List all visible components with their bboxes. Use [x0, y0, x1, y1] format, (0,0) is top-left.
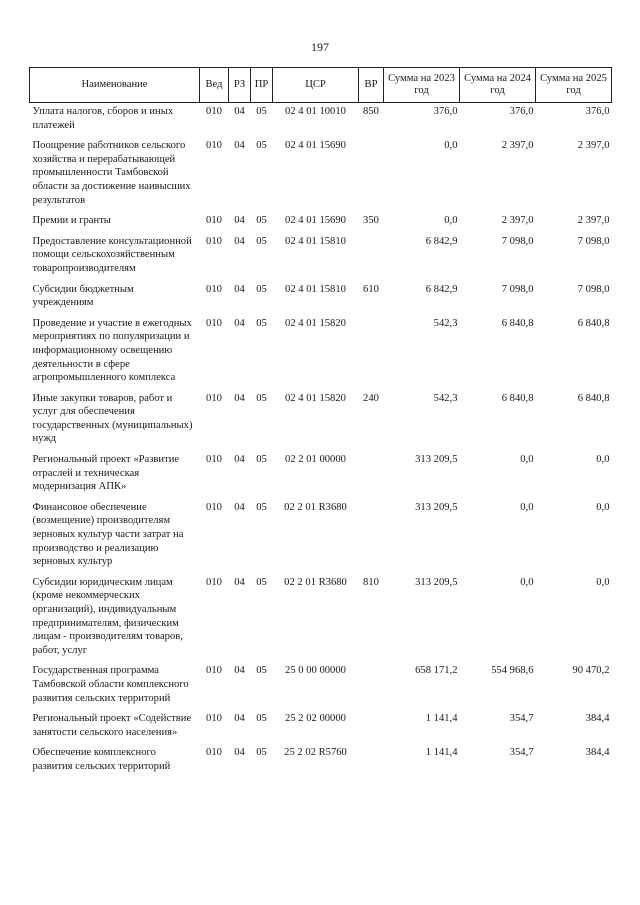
cell-ved: 010 [206, 283, 222, 295]
cell-sum-2025: 90 470,2 [572, 665, 610, 677]
cell-sum-2024: 554 968,6 [491, 665, 534, 677]
cell-rz: 04 [234, 576, 245, 588]
cell-sum-2024: 6 840,8 [501, 392, 534, 404]
cell-ved: 010 [206, 747, 222, 759]
cell-ved: 010 [206, 576, 222, 588]
cell-sum-2025: 384,4 [585, 713, 610, 725]
cell-name: Премии и гранты [32, 215, 111, 227]
cell-sum-2023: 542,3 [433, 317, 458, 329]
cell-sum-2023: 6 842,9 [425, 235, 458, 247]
cell-sum-2025: 2 397,0 [577, 215, 610, 227]
cell-csr: 02 2 01 R3680 [284, 576, 347, 588]
cell-sum-2023: 0,0 [444, 140, 458, 152]
cell-pr: 05 [256, 215, 267, 227]
cell-vr [359, 664, 384, 712]
cell-rz: 04 [234, 283, 245, 295]
cell-name: Поощрение работников сельского хозяйства и перерабатывающей промышленности Тамбовской области за достижение наивысших результатов [32, 140, 191, 206]
table-row [30, 317, 612, 392]
cell-name: Иные закупки товаров, работ и услуг для обеспечения государственных (муниципальных) нужд [32, 392, 193, 445]
cell-vr [359, 712, 384, 746]
cell-csr: 02 2 01 00000 [285, 454, 346, 466]
cell-csr: 25 0 00 00000 [285, 665, 346, 677]
cell-sum-2023: 0,0 [444, 215, 458, 227]
header-vr: ВР [359, 68, 384, 103]
cell-sum-2024: 7 098,0 [501, 235, 534, 247]
table-row [30, 712, 612, 746]
table-row [30, 283, 612, 317]
cell-pr: 05 [256, 665, 267, 677]
cell-vr [359, 453, 384, 501]
header-pr: ПР [251, 68, 273, 103]
table-row [30, 214, 612, 235]
cell-pr: 05 [256, 106, 267, 117]
cell-rz: 04 [234, 501, 245, 513]
cell-vr [359, 235, 384, 283]
cell-ved: 010 [206, 454, 222, 466]
cell-csr: 25 2 02 00000 [285, 713, 346, 725]
cell-sum-2025: 0,0 [596, 576, 610, 588]
header-name: Наименование [30, 68, 200, 103]
cell-sum-2025: 7 098,0 [577, 235, 610, 247]
header-sum-2024: Сумма на 2024 год [460, 68, 536, 103]
cell-name: Региональный проект «Содействие занятости сельского населения» [32, 713, 192, 738]
cell-ved: 010 [206, 235, 222, 247]
cell-name: Проведение и участие в ежегодных мероприятиях по популяризации и информационному освещению деятельности в сфере агропромышленного комплекса [32, 317, 192, 384]
page-number: 197 [311, 40, 329, 54]
cell-sum-2025: 6 840,8 [577, 392, 610, 404]
cell-csr: 02 2 01 R3680 [284, 501, 347, 513]
cell-sum-2024: 6 840,8 [501, 317, 534, 329]
cell-pr: 05 [256, 392, 267, 404]
cell-sum-2025: 376,0 [585, 106, 610, 117]
cell-vr: 350 [363, 215, 379, 227]
cell-pr: 05 [256, 140, 267, 152]
cell-pr: 05 [256, 454, 267, 466]
cell-ved: 010 [206, 317, 222, 329]
cell-vr [359, 501, 384, 576]
cell-sum-2023: 313 209,5 [415, 501, 458, 513]
cell-csr: 02 4 01 10010 [285, 106, 346, 117]
budget-table [29, 67, 612, 781]
cell-sum-2024: 354,7 [509, 713, 534, 725]
cell-sum-2025: 0,0 [596, 454, 610, 466]
cell-ved: 010 [206, 140, 222, 152]
cell-vr: 240 [363, 392, 379, 404]
cell-pr: 05 [256, 317, 267, 329]
cell-sum-2024: 0,0 [520, 576, 534, 588]
cell-name: Региональный проект «Развитие отраслей и техническая модернизация АПК» [32, 454, 180, 493]
cell-csr: 02 4 01 15690 [285, 215, 346, 227]
cell-sum-2023: 1 141,4 [425, 713, 458, 725]
cell-vr: 610 [363, 283, 379, 295]
cell-sum-2024: 354,7 [509, 747, 534, 759]
cell-csr: 25 2 02 R5760 [284, 747, 347, 759]
cell-ved: 010 [206, 392, 222, 404]
cell-name: Финансовое обеспечение (возмещение) производителям зерновых культур части затрат на производство и реализацию зерновых культур [32, 501, 184, 568]
cell-csr: 02 4 01 15820 [285, 317, 346, 329]
header-ved: Вед [200, 68, 229, 103]
cell-rz: 04 [234, 140, 245, 152]
table-row [30, 664, 612, 712]
cell-sum-2024: 2 397,0 [501, 215, 534, 227]
cell-sum-2025: 7 098,0 [577, 283, 610, 295]
cell-ved: 010 [206, 713, 222, 725]
cell-name: Субсидии юридическим лицам (кроме некоммерческих организаций), индивидуальным предпринимателям, физическим лицам - производителям товаров, работ, услуг [32, 576, 183, 656]
cell-sum-2024: 2 397,0 [501, 140, 534, 152]
table-body [30, 103, 612, 781]
cell-rz: 04 [234, 747, 245, 759]
header-rz: РЗ [229, 68, 251, 103]
cell-rz: 04 [234, 317, 245, 329]
cell-sum-2023: 376,0 [433, 106, 458, 117]
cell-sum-2023: 6 842,9 [425, 283, 458, 295]
cell-sum-2025: 384,4 [585, 747, 610, 759]
cell-sum-2023: 542,3 [433, 392, 458, 404]
cell-pr: 05 [256, 283, 267, 295]
cell-rz: 04 [234, 392, 245, 404]
cell-vr: 810 [363, 576, 379, 588]
cell-rz: 04 [234, 106, 245, 117]
table-row [30, 139, 612, 214]
cell-sum-2023: 658 171,2 [415, 665, 458, 677]
cell-csr: 02 4 01 15690 [285, 140, 346, 152]
cell-vr: 850 [363, 106, 379, 117]
cell-pr: 05 [256, 501, 267, 513]
cell-name: Уплата налогов, сборов и иных платежей [32, 106, 174, 131]
table-row [30, 746, 612, 780]
cell-sum-2023: 313 209,5 [415, 576, 458, 588]
cell-rz: 04 [234, 235, 245, 247]
table-row [30, 392, 612, 453]
cell-name: Обеспечение комплексного развития сельских территорий [32, 747, 171, 772]
header-csr: ЦСР [273, 68, 359, 103]
table-row [30, 453, 612, 501]
cell-rz: 04 [234, 215, 245, 227]
cell-vr [359, 317, 384, 392]
cell-vr [359, 139, 384, 214]
table-row [30, 235, 612, 283]
cell-ved: 010 [206, 501, 222, 513]
cell-csr: 02 4 01 15820 [285, 392, 346, 404]
cell-ved: 010 [206, 665, 222, 677]
cell-pr: 05 [256, 747, 267, 759]
cell-ved: 010 [206, 215, 222, 227]
header-sum-2023: Сумма на 2023 год [384, 68, 460, 103]
cell-rz: 04 [234, 454, 245, 466]
cell-vr [359, 746, 384, 780]
cell-sum-2025: 0,0 [596, 501, 610, 513]
cell-rz: 04 [234, 713, 245, 725]
table-header [30, 68, 612, 103]
cell-sum-2023: 313 209,5 [415, 454, 458, 466]
cell-pr: 05 [256, 713, 267, 725]
cell-sum-2025: 2 397,0 [577, 140, 610, 152]
cell-sum-2024: 7 098,0 [501, 283, 534, 295]
cell-sum-2023: 1 141,4 [425, 747, 458, 759]
cell-pr: 05 [256, 576, 267, 588]
header-sum-2025: Сумма на 2025 год [536, 68, 612, 103]
cell-sum-2024: 0,0 [520, 454, 534, 466]
cell-name: Государственная программа Тамбовской области комплексного развития сельских территорий [32, 665, 189, 704]
cell-rz: 04 [234, 665, 245, 677]
cell-pr: 05 [256, 235, 267, 247]
cell-sum-2024: 0,0 [520, 501, 534, 513]
cell-ved: 010 [206, 106, 222, 117]
table-row [30, 103, 612, 140]
table-row [30, 576, 612, 665]
cell-csr: 02 4 01 15810 [285, 283, 346, 295]
cell-sum-2025: 6 840,8 [577, 317, 610, 329]
cell-name: Субсидии бюджетным учреждениям [32, 283, 134, 309]
cell-csr: 02 4 01 15810 [285, 235, 346, 247]
cell-name: Предоставление консультационной помощи сельскохозяйственным товаропроизводителям [32, 235, 192, 274]
cell-sum-2024: 376,0 [509, 106, 534, 117]
table-row [30, 501, 612, 576]
